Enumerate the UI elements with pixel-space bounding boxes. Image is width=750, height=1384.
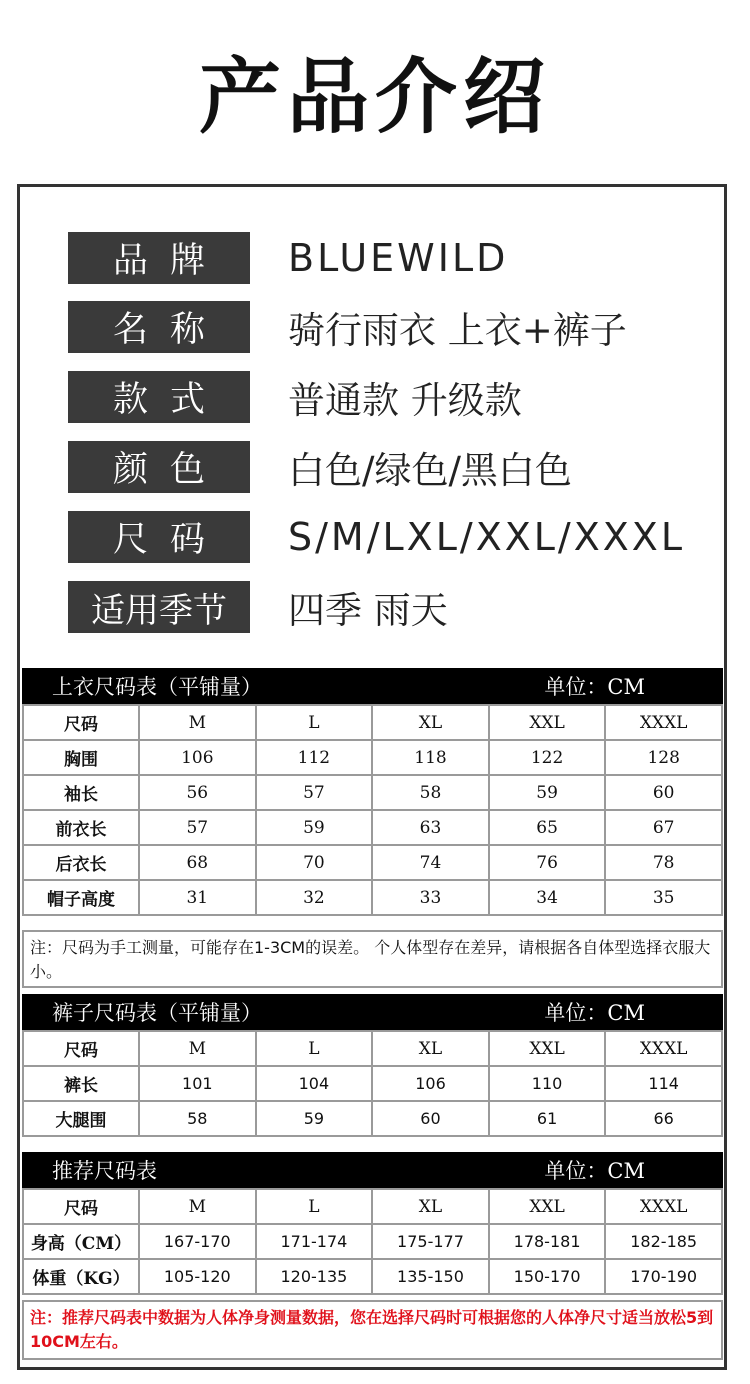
table-cell: 167-170 xyxy=(139,1224,256,1259)
table-title: 上衣尺码表（平铺量） xyxy=(52,675,262,699)
table-row xyxy=(23,705,722,740)
table-unit: 单位：CM xyxy=(544,1001,645,1025)
info-label: 名称 xyxy=(68,301,250,353)
table-cell: 150-170 xyxy=(489,1259,606,1294)
measurement-note: 注：尺码为手工测量，可能存在1-3CM的误差。 个人体型存在差异，请根据各自体型选择衣服大小。 xyxy=(22,930,723,988)
info-label: 尺码 xyxy=(68,511,250,563)
table-cell: XXL xyxy=(489,705,606,740)
table-unit: 单位：CM xyxy=(544,1159,645,1183)
info-label: 颜色 xyxy=(68,441,250,493)
info-row-size xyxy=(68,511,685,563)
recommend-note: 注：推荐尺码表中数据为人体净身测量数据，您在选择尺码时可根据您的人体净尺寸适当放松5到10CM左右。 xyxy=(22,1300,723,1360)
table-cell: XL xyxy=(372,705,489,740)
table-cell: 尺码 xyxy=(23,705,139,740)
table-cell: 61 xyxy=(489,1101,606,1136)
info-value: BLUEWILD xyxy=(288,236,509,280)
table-row xyxy=(23,1259,722,1294)
info-row-name xyxy=(68,301,627,353)
info-label: 款式 xyxy=(68,371,250,423)
jacket-table-header xyxy=(22,668,723,704)
table-cell: 122 xyxy=(489,740,606,775)
table-cell: 66 xyxy=(605,1101,722,1136)
table-cell: 175-177 xyxy=(372,1224,489,1259)
table-cell: 胸围 xyxy=(23,740,139,775)
table-cell: 33 xyxy=(372,880,489,915)
table-cell: 体重（KG） xyxy=(23,1259,139,1294)
table-cell: 114 xyxy=(605,1066,722,1101)
table-title: 推荐尺码表 xyxy=(52,1159,157,1183)
table-cell: L xyxy=(256,1189,373,1224)
table-cell: 74 xyxy=(372,845,489,880)
table-cell: XXXL xyxy=(605,1189,722,1224)
info-value: 骑行雨衣 上衣+裤子 xyxy=(288,309,627,352)
info-row-brand xyxy=(68,232,509,284)
table-cell: 帽子高度 xyxy=(23,880,139,915)
table-cell: 59 xyxy=(256,1101,373,1136)
table-row xyxy=(23,880,722,915)
table-cell: XXXL xyxy=(605,1031,722,1066)
table-cell: 57 xyxy=(139,810,256,845)
table-cell: 171-174 xyxy=(256,1224,373,1259)
recommend-table-header xyxy=(22,1152,723,1188)
table-row xyxy=(23,775,722,810)
table-cell: 尺码 xyxy=(23,1031,139,1066)
table-cell: 170-190 xyxy=(605,1259,722,1294)
table-cell: M xyxy=(139,705,256,740)
table-cell: 裤长 xyxy=(23,1066,139,1101)
table-cell: 56 xyxy=(139,775,256,810)
table-cell: 尺码 xyxy=(23,1189,139,1224)
table-cell: 31 xyxy=(139,880,256,915)
table-row xyxy=(23,845,722,880)
table-cell: XXL xyxy=(489,1031,606,1066)
pants-size-table xyxy=(22,1030,723,1137)
table-cell: 110 xyxy=(489,1066,606,1101)
page-title: 产品介绍 xyxy=(198,50,551,145)
table-cell: 身高（CM） xyxy=(23,1224,139,1259)
table-cell: 118 xyxy=(372,740,489,775)
info-value: 白色/绿色/黑白色 xyxy=(288,449,572,492)
table-row xyxy=(23,1189,722,1224)
table-cell: 101 xyxy=(139,1066,256,1101)
table-row xyxy=(23,740,722,775)
table-cell: 112 xyxy=(256,740,373,775)
table-cell: 128 xyxy=(605,740,722,775)
table-title: 裤子尺码表（平铺量） xyxy=(52,1001,262,1025)
info-row-style xyxy=(68,371,522,423)
table-cell: L xyxy=(256,705,373,740)
table-cell: 105-120 xyxy=(139,1259,256,1294)
table-row xyxy=(23,1031,722,1066)
pants-table-header xyxy=(22,994,723,1030)
table-cell: 104 xyxy=(256,1066,373,1101)
table-cell: 60 xyxy=(605,775,722,810)
info-row-color xyxy=(68,441,572,493)
info-value: S/M/LXL/XXL/XXXL xyxy=(288,515,685,559)
table-cell: 袖长 xyxy=(23,775,139,810)
table-cell: M xyxy=(139,1031,256,1066)
table-cell: 106 xyxy=(372,1066,489,1101)
table-cell: 135-150 xyxy=(372,1259,489,1294)
table-cell: XXXL xyxy=(605,705,722,740)
recommend-size-table xyxy=(22,1188,723,1295)
info-value: 四季 雨天 xyxy=(288,589,448,632)
table-cell: 67 xyxy=(605,810,722,845)
jacket-size-table xyxy=(22,704,723,916)
table-cell: 120-135 xyxy=(256,1259,373,1294)
table-cell: 70 xyxy=(256,845,373,880)
table-row xyxy=(23,1224,722,1259)
table-cell: 34 xyxy=(489,880,606,915)
info-label: 适用季节 xyxy=(68,581,250,633)
table-cell: 35 xyxy=(605,880,722,915)
table-cell: 后衣长 xyxy=(23,845,139,880)
info-label: 品牌 xyxy=(68,232,250,284)
table-cell: 58 xyxy=(372,775,489,810)
table-unit: 单位：CM xyxy=(544,675,645,699)
table-cell: 57 xyxy=(256,775,373,810)
info-row-season xyxy=(68,581,448,633)
table-cell: 76 xyxy=(489,845,606,880)
table-row xyxy=(23,1101,722,1136)
table-cell: 59 xyxy=(256,810,373,845)
table-cell: 68 xyxy=(139,845,256,880)
table-cell: 78 xyxy=(605,845,722,880)
info-value: 普通款 升级款 xyxy=(288,379,522,422)
table-cell: XXL xyxy=(489,1189,606,1224)
table-cell: L xyxy=(256,1031,373,1066)
table-cell: 58 xyxy=(139,1101,256,1136)
table-row xyxy=(23,1066,722,1101)
table-cell: 59 xyxy=(489,775,606,810)
table-cell: 178-181 xyxy=(489,1224,606,1259)
table-cell: XL xyxy=(372,1031,489,1066)
table-cell: 106 xyxy=(139,740,256,775)
table-cell: 大腿围 xyxy=(23,1101,139,1136)
table-cell: 前衣长 xyxy=(23,810,139,845)
table-cell: 63 xyxy=(372,810,489,845)
table-cell: 65 xyxy=(489,810,606,845)
table-cell: 60 xyxy=(372,1101,489,1136)
table-cell: 182-185 xyxy=(605,1224,722,1259)
table-cell: 32 xyxy=(256,880,373,915)
table-cell: XL xyxy=(372,1189,489,1224)
table-row xyxy=(23,810,722,845)
table-cell: M xyxy=(139,1189,256,1224)
